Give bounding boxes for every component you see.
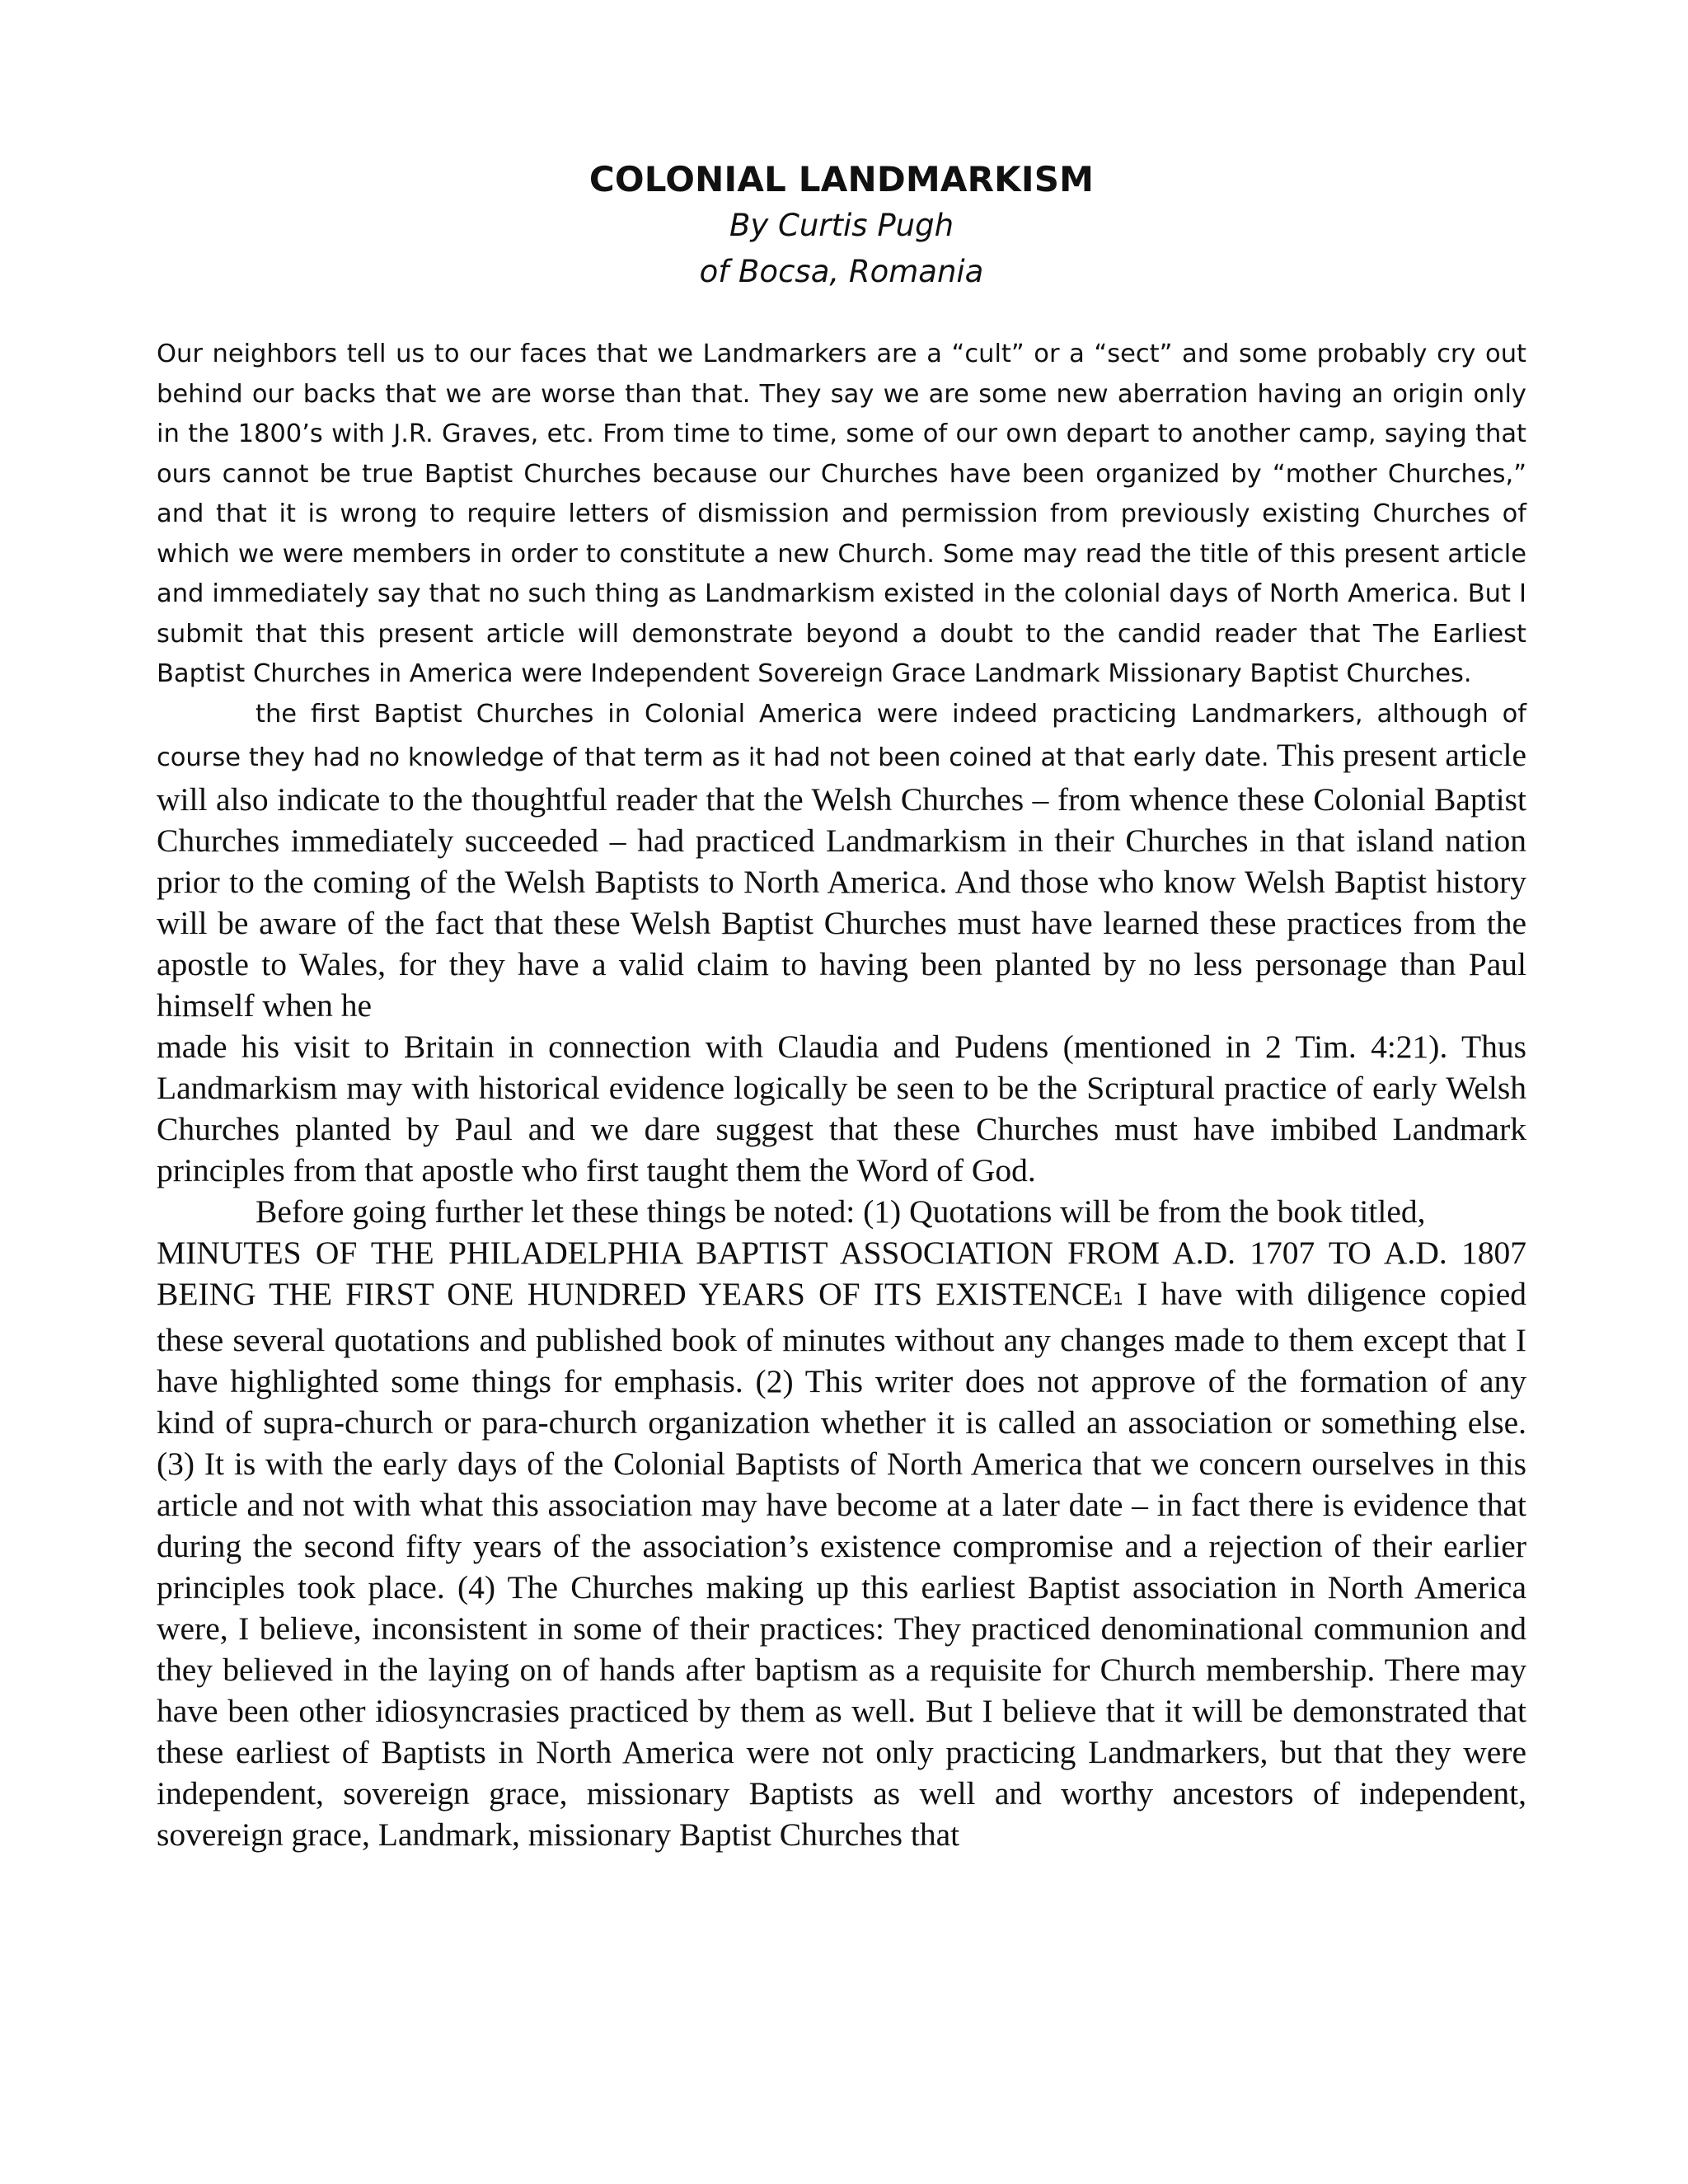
paragraph-minutes-body: I have with diligence copied these several quotations and published book of minutes without any changes made to them except that I have highlighted some things for emphasis. (2) This writer does not approve of the formation of any kind of supra-church or para-church organization whether it is called an association or something else. (3) It is with the early days of the Colonial Baptists of North America that we concern ourselves in this article and not with what this association may have become at a later date – in fact there is evidence that during the second fifty years of the association’s existence compromise and a rejection of their earlier principles took place. (4) The Churches making up this earliest Baptist association in North America were, I believe, inconsistent in some of their practices: They practiced denominational communion and they believed in the laying on of hands after baptism as a requisite for Church membership. There may have been other idiosyncrasies practiced by them as well. But I believe that it will be demonstrated that these earliest of Baptists in North America were not only practicing Landmarkers, but that they were independent, sovereign grace, missionary Baptists as well and worthy ancestors of independent, sovereign grace, Landmark, missionary Baptist Churches that [157,1275,1527,1853]
paragraph-intro: Our neighbors tell us to our faces that we Landmarkers are a “cult” or a “sect” and some probably cry out behind our backs that we are worse than that. They say we are some new aberration having an origin only in the 1800’s with J.R. Graves, etc. From time to time, some of our own depart to another camp, saying that ours cannot be true Baptist Churches because our Churches have been organized by “mother Churches,” and that it is wrong to require letters of dismission and permission from previously existing Churches of which we were members in order to constitute a new Church. Some may read the title of this present article and immediately say that no such thing as Landmarkism existed in the colonial days of North America. But I submit that this present article will demonstrate beyond a doubt to the candid reader that The Earliest Baptist Churches in America were Independent Sovereign Grace Landmark Missionary Baptist Churches. [157,340,1526,688]
title-block [157,157,1526,295]
paragraph-before-going: Before going further let these things be noted: (1) Quotations will be from the book titled, [256,1193,1426,1230]
paragraph-paul-britain: made his visit to Britain in connection with Claudia and Pudens (mentioned in 2 Tim. 4:21). Thus Landmarkism may with historical evidence logically be seen to be the Scriptural practice of early Welsh Churches planted by Paul and we dare suggest that these Churches must have imbibed Landmark principles from that apostle who first taught them the Word of God. [157,1028,1526,1188]
footnote-reference[interactable]: 1 [1113,1288,1124,1309]
author-byline: By Curtis Pugh [729,208,954,243]
paragraph-colonial-serif-part: This present article will also indicate to the thoughtful reader that the Welsh Churches – from whence these Colonial Baptist Churches immediately succeeded – had practiced Landmarkism in their Churches in that island nation prior to the coming of the Welsh Baptists to North America. And those who know Welsh Baptist history will be aware of the fact that these Welsh Baptist Churches must have learned these practices from the apostle to Wales, for they have a valid claim to having been planted by no less personage than Paul himself when he [157,737,1527,1024]
document-page [157,157,1526,1855]
paragraph-colonial [157,695,1526,1026]
document-title: COLONIAL LANDMARKISM [588,159,1095,199]
paragraph-colonial-sans-part: the first Baptist Churches in Colonial America were indeed practicing Landmarkers, although of course they had no knowledge of that term as it had not been coined at that early date. [157,699,1526,772]
author-location: of Bocsa, Romania [699,254,984,289]
paragraph-minutes [157,1232,1526,1855]
book-title: MINUTES OF THE PHILADELPHIA BAPTIST ASSOCIATION FROM A.D. 1707 TO A.D. 1807 BEING THE FIRST ONE HUNDRED YEARS OF ITS EXISTENCE [157,1234,1526,1312]
